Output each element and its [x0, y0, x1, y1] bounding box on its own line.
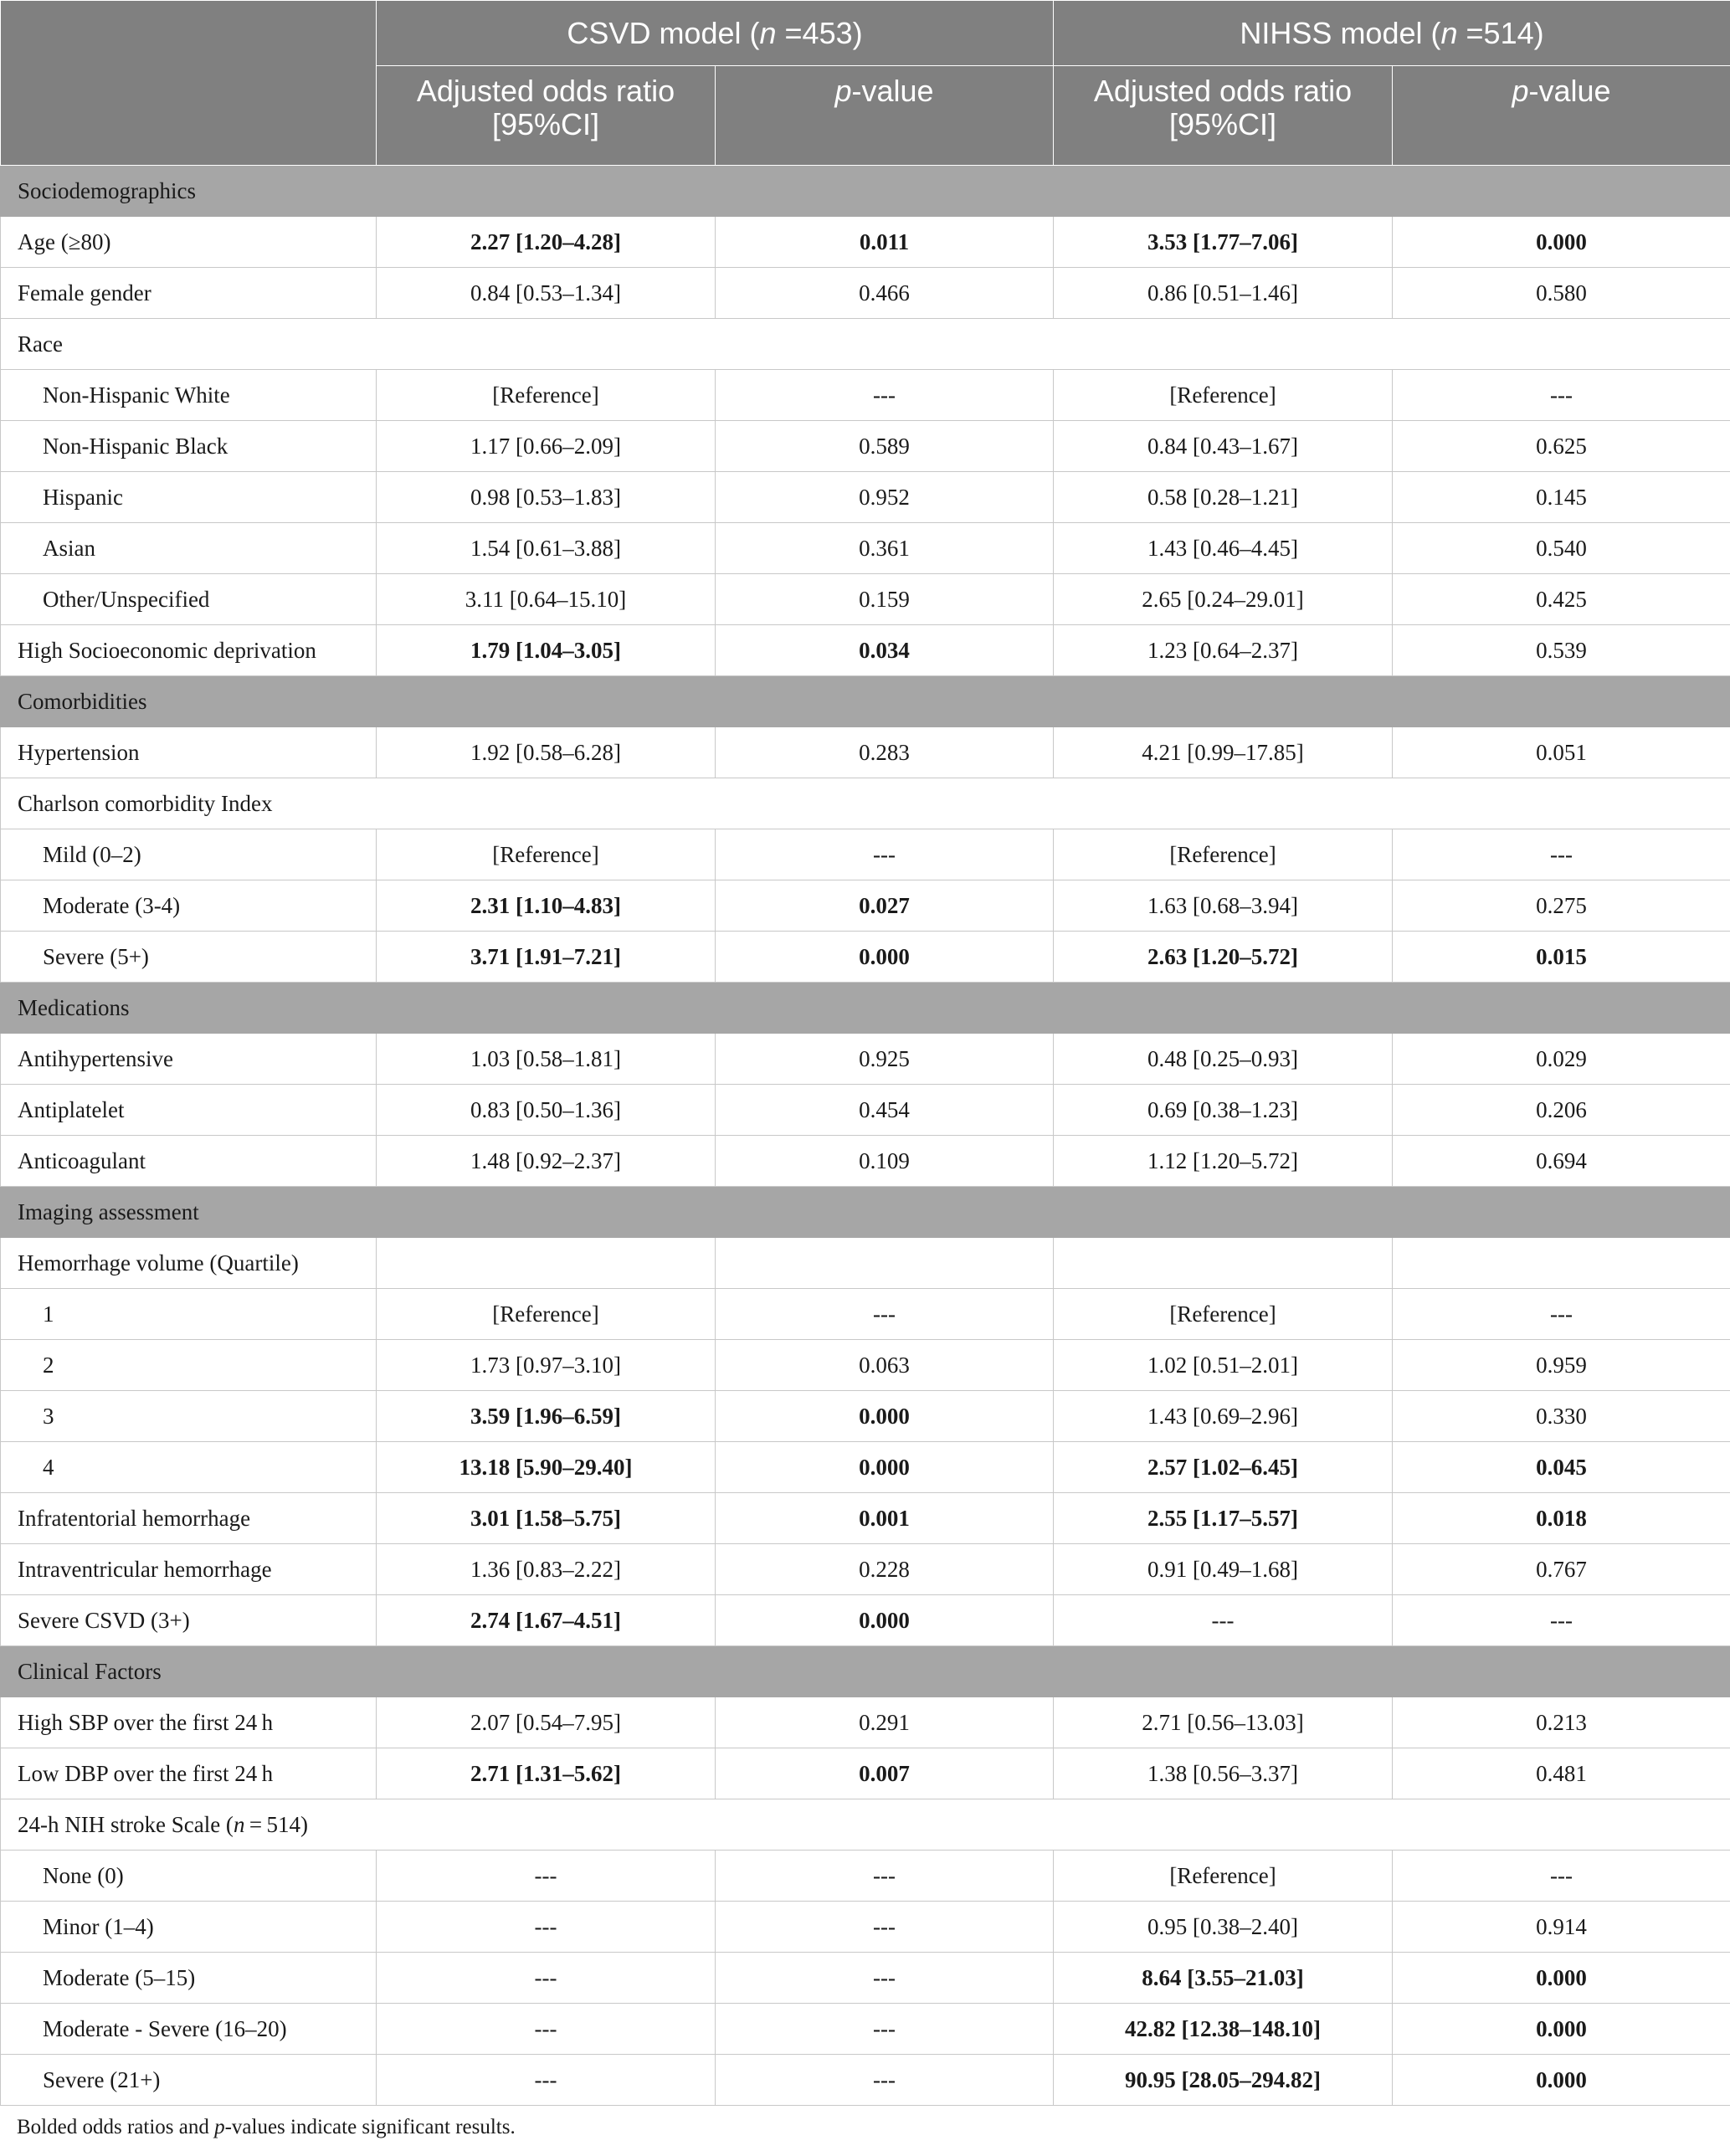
csvd-p-value: --- — [716, 1851, 1054, 1902]
nihss-p-value: --- — [1393, 829, 1730, 880]
table-row — [1, 1902, 1730, 1953]
csvd-p-value: 0.454 — [716, 1085, 1054, 1136]
nihss-p-value: 0.767 — [1393, 1544, 1730, 1595]
header-nihss-model — [1054, 1, 1730, 66]
nihss-odds-ratio: 2.71 [0.56–13.03] — [1054, 1697, 1393, 1748]
row-label: 3 — [1, 1391, 377, 1442]
row-label: Non-Hispanic White — [1, 370, 377, 421]
row-label: Infratentorial hemorrhage — [1, 1493, 377, 1544]
nihss-odds-ratio: 0.48 [0.25–0.93] — [1054, 1034, 1393, 1085]
csvd-odds-ratio: 1.92 [0.58–6.28] — [377, 727, 716, 778]
nihss-odds-ratio: 3.53 [1.77–7.06] — [1054, 217, 1393, 268]
csvd-odds-ratio: [Reference] — [377, 370, 716, 421]
table-row — [1, 268, 1730, 319]
table-row — [1, 829, 1730, 880]
row-label: Moderate (5–15) — [1, 1953, 377, 2004]
section-title: Medications — [1, 983, 1730, 1034]
nihss-odds-ratio: 0.84 [0.43–1.67] — [1054, 421, 1393, 472]
csvd-p-value: --- — [716, 1289, 1054, 1340]
csvd-p-value: 0.159 — [716, 574, 1054, 625]
csvd-p-value: 0.466 — [716, 268, 1054, 319]
csvd-p-value: 0.011 — [716, 217, 1054, 268]
nihss-odds-ratio: [Reference] — [1054, 829, 1393, 880]
nihss-odds-ratio: 1.43 [0.46–4.45] — [1054, 523, 1393, 574]
table-row — [1, 1391, 1730, 1442]
nihss-odds-ratio: 42.82 [12.38–148.10] — [1054, 2004, 1393, 2055]
csvd-p-value: 0.034 — [716, 625, 1054, 676]
nihss-odds-ratio: 1.12 [1.20–5.72] — [1054, 1136, 1393, 1187]
nihss-group-label: NIHSS model ( — [1240, 15, 1441, 50]
row-label: Moderate - Severe (16–20) — [1, 2004, 377, 2055]
nihss-p-value: 0.540 — [1393, 523, 1730, 574]
row-label: Female gender — [1, 268, 377, 319]
csvd-odds-ratio: 0.84 [0.53–1.34] — [377, 268, 716, 319]
csvd-p-suffix: -value — [851, 74, 934, 108]
nihss-p-value: 0.145 — [1393, 472, 1730, 523]
table-row — [1, 880, 1730, 932]
row-label: 4 — [1, 1442, 377, 1493]
nihss-odds-ratio: 0.86 [0.51–1.46] — [1054, 268, 1393, 319]
row-label: Age (≥80) — [1, 217, 377, 268]
nihss-n-label: n — [1440, 15, 1458, 50]
table-row — [1, 1799, 1730, 1851]
row-label: Hispanic — [1, 472, 377, 523]
csvd-p-value: --- — [716, 1902, 1054, 1953]
table-row — [1, 217, 1730, 268]
table-row — [1, 1697, 1730, 1748]
csvd-odds-ratio: [Reference] — [377, 1289, 716, 1340]
table-row — [1, 472, 1730, 523]
nihss-p-value: --- — [1393, 1595, 1730, 1646]
csvd-odds-ratio: --- — [377, 2055, 716, 2106]
csvd-odds-ratio: 3.71 [1.91–7.21] — [377, 932, 716, 983]
row-label: 2 — [1, 1340, 377, 1391]
nihss-odds-ratio: [Reference] — [1054, 1851, 1393, 1902]
table-row — [1, 1595, 1730, 1646]
nihss-odds-ratio: 0.95 [0.38–2.40] — [1054, 1902, 1393, 1953]
table-row — [1, 1289, 1730, 1340]
csvd-odds-ratio: 2.31 [1.10–4.83] — [377, 880, 716, 932]
table-row — [1, 1953, 1730, 2004]
csvd-odds-ratio: 13.18 [5.90–29.40] — [377, 1442, 716, 1493]
table-row — [1, 1136, 1730, 1187]
table-row — [1, 1544, 1730, 1595]
csvd-p-value: --- — [716, 829, 1054, 880]
nihss-p-value: 0.275 — [1393, 880, 1730, 932]
table-row — [1, 1748, 1730, 1799]
nihss-odds-ratio: 2.63 [1.20–5.72] — [1054, 932, 1393, 983]
nihss-odds-ratio: 2.57 [1.02–6.45] — [1054, 1442, 1393, 1493]
nihss-p-value: 0.425 — [1393, 574, 1730, 625]
row-label: Asian — [1, 523, 377, 574]
table-row — [1, 1442, 1730, 1493]
header-csvd-pvalue — [716, 66, 1054, 166]
nihss-p-value: 0.330 — [1393, 1391, 1730, 1442]
csvd-p-value: 0.361 — [716, 523, 1054, 574]
row-label: Antihypertensive — [1, 1034, 377, 1085]
nihss-odds-ratio — [1054, 1238, 1393, 1289]
row-label: Charlson comorbidity Index — [1, 778, 1730, 829]
nihss-odds-ratio: 0.69 [0.38–1.23] — [1054, 1085, 1393, 1136]
csvd-group-label: CSVD model ( — [567, 15, 760, 50]
nihss-p-value: 0.580 — [1393, 268, 1730, 319]
row-label: Non-Hispanic Black — [1, 421, 377, 472]
nihss-odds-ratio: 2.65 [0.24–29.01] — [1054, 574, 1393, 625]
csvd-odds-ratio: 2.74 [1.67–4.51] — [377, 1595, 716, 1646]
section-header-row — [1, 676, 1730, 727]
row-label: Severe (5+) — [1, 932, 377, 983]
row-label-tail: = 514) — [244, 1812, 308, 1837]
csvd-odds-ratio: 2.71 [1.31–5.62] — [377, 1748, 716, 1799]
table-row — [1, 319, 1730, 370]
csvd-odds-ratio: 0.98 [0.53–1.83] — [377, 472, 716, 523]
row-label: None (0) — [1, 1851, 377, 1902]
section-title: Sociodemographics — [1, 166, 1730, 217]
section-title: Imaging assessment — [1, 1187, 1730, 1238]
csvd-p-value — [716, 1238, 1054, 1289]
row-label: Anticoagulant — [1, 1136, 377, 1187]
header-nihss-aor: Adjusted odds ratio [95%CI] — [1054, 66, 1393, 166]
table-row — [1, 2055, 1730, 2106]
row-label: Intraventricular hemorrhage — [1, 1544, 377, 1595]
row-label: Severe CSVD (3+) — [1, 1595, 377, 1646]
nihss-p-value: 0.000 — [1393, 217, 1730, 268]
table-header — [1, 1, 1730, 166]
csvd-n-label: n — [759, 15, 777, 50]
nihss-odds-ratio: --- — [1054, 1595, 1393, 1646]
csvd-odds-ratio: --- — [377, 1851, 716, 1902]
table-row — [1, 2004, 1730, 2055]
table-row — [1, 421, 1730, 472]
nihss-p-value: 0.015 — [1393, 932, 1730, 983]
nihss-p-value: 0.000 — [1393, 2004, 1730, 2055]
row-label: High SBP over the first 24 h — [1, 1697, 377, 1748]
nihss-p-value: 0.206 — [1393, 1085, 1730, 1136]
nihss-p-value: 0.051 — [1393, 727, 1730, 778]
table-row — [1, 1493, 1730, 1544]
nihss-p-prefix: p — [1512, 74, 1529, 108]
csvd-odds-ratio — [377, 1238, 716, 1289]
nihss-p-value: 0.000 — [1393, 1953, 1730, 2004]
section-title: Comorbidities — [1, 676, 1730, 727]
csvd-p-value: 0.063 — [716, 1340, 1054, 1391]
nihss-odds-ratio: 1.23 [0.64–2.37] — [1054, 625, 1393, 676]
nihss-odds-ratio: 1.43 [0.69–2.96] — [1054, 1391, 1393, 1442]
csvd-odds-ratio: 3.59 [1.96–6.59] — [377, 1391, 716, 1442]
nihss-p-suffix: -value — [1528, 74, 1611, 108]
nihss-p-value: 0.213 — [1393, 1697, 1730, 1748]
nihss-odds-ratio: 0.58 [0.28–1.21] — [1054, 472, 1393, 523]
row-label: Moderate (3-4) — [1, 880, 377, 932]
csvd-odds-ratio: 1.17 [0.66–2.09] — [377, 421, 716, 472]
csvd-p-value: 0.000 — [716, 1595, 1054, 1646]
table-body — [1, 166, 1730, 2106]
nihss-odds-ratio: 2.55 [1.17–5.57] — [1054, 1493, 1393, 1544]
header-csvd-model — [377, 1, 1054, 66]
row-label: Severe (21+) — [1, 2055, 377, 2106]
section-header-row — [1, 1187, 1730, 1238]
nihss-odds-ratio: 4.21 [0.99–17.85] — [1054, 727, 1393, 778]
row-label: Other/Unspecified — [1, 574, 377, 625]
nihss-p-value: 0.694 — [1393, 1136, 1730, 1187]
nihss-p-value: 0.539 — [1393, 625, 1730, 676]
row-label: Hemorrhage volume (Quartile) — [1, 1238, 377, 1289]
csvd-odds-ratio: [Reference] — [377, 829, 716, 880]
table-row — [1, 625, 1730, 676]
nihss-p-value: 0.029 — [1393, 1034, 1730, 1085]
table-row — [1, 1238, 1730, 1289]
row-label: Low DBP over the first 24 h — [1, 1748, 377, 1799]
csvd-p-value: 0.000 — [716, 932, 1054, 983]
table-row — [1, 1085, 1730, 1136]
csvd-p-value: 0.291 — [716, 1697, 1054, 1748]
nihss-odds-ratio: 1.63 [0.68–3.94] — [1054, 880, 1393, 932]
csvd-odds-ratio: 1.03 [0.58–1.81] — [377, 1034, 716, 1085]
nihss-p-value: --- — [1393, 1289, 1730, 1340]
csvd-p-value: 0.228 — [716, 1544, 1054, 1595]
nihss-p-value: 0.481 — [1393, 1748, 1730, 1799]
csvd-odds-ratio: --- — [377, 1953, 716, 2004]
row-label-text: 24-h NIH stroke Scale ( — [18, 1812, 234, 1837]
nihss-p-value: 0.000 — [1393, 2055, 1730, 2106]
csvd-p-value: --- — [716, 2055, 1054, 2106]
table-row — [1, 1034, 1730, 1085]
csvd-p-value: 0.000 — [716, 1442, 1054, 1493]
nihss-odds-ratio: 1.38 [0.56–3.37] — [1054, 1748, 1393, 1799]
nihss-odds-ratio: 8.64 [3.55–21.03] — [1054, 1953, 1393, 2004]
csvd-odds-ratio: 1.36 [0.83–2.22] — [377, 1544, 716, 1595]
csvd-p-value: --- — [716, 2004, 1054, 2055]
table-row — [1, 778, 1730, 829]
nihss-p-value: 0.959 — [1393, 1340, 1730, 1391]
row-label: Hypertension — [1, 727, 377, 778]
csvd-p-value: 0.283 — [716, 727, 1054, 778]
csvd-n-value: =453) — [776, 15, 863, 50]
section-header-row — [1, 166, 1730, 217]
nihss-p-value: --- — [1393, 370, 1730, 421]
nihss-p-value: 0.045 — [1393, 1442, 1730, 1493]
row-label: High Socioeconomic deprivation — [1, 625, 377, 676]
csvd-p-value: 0.007 — [716, 1748, 1054, 1799]
header-blank — [1, 1, 377, 166]
table-row — [1, 727, 1730, 778]
csvd-p-value: 0.109 — [716, 1136, 1054, 1187]
csvd-odds-ratio: 0.83 [0.50–1.36] — [377, 1085, 716, 1136]
section-header-row — [1, 983, 1730, 1034]
row-label: 1 — [1, 1289, 377, 1340]
row-label: Antiplatelet — [1, 1085, 377, 1136]
csvd-p-value: 0.001 — [716, 1493, 1054, 1544]
header-nihss-pvalue — [1393, 66, 1730, 166]
nihss-odds-ratio: [Reference] — [1054, 1289, 1393, 1340]
csvd-odds-ratio: 1.54 [0.61–3.88] — [377, 523, 716, 574]
csvd-p-value: --- — [716, 370, 1054, 421]
nihss-p-value: --- — [1393, 1851, 1730, 1902]
csvd-odds-ratio: 1.79 [1.04–3.05] — [377, 625, 716, 676]
row-label — [1, 1799, 1730, 1851]
row-label: Minor (1–4) — [1, 1902, 377, 1953]
nihss-p-value: 0.018 — [1393, 1493, 1730, 1544]
csvd-p-value: 0.589 — [716, 421, 1054, 472]
row-label: Mild (0–2) — [1, 829, 377, 880]
csvd-p-value: --- — [716, 1953, 1054, 2004]
csvd-p-prefix: p — [834, 74, 852, 108]
nihss-p-value — [1393, 1238, 1730, 1289]
nihss-odds-ratio: 90.95 [28.05–294.82] — [1054, 2055, 1393, 2106]
nihss-odds-ratio: 0.91 [0.49–1.68] — [1054, 1544, 1393, 1595]
footnote-pre: Bolded odds ratios and — [17, 2116, 215, 2138]
nihss-odds-ratio: 1.02 [0.51–2.01] — [1054, 1340, 1393, 1391]
csvd-p-value: 0.027 — [716, 880, 1054, 932]
nihss-p-value: 0.625 — [1393, 421, 1730, 472]
row-label: Race — [1, 319, 1730, 370]
csvd-odds-ratio: 2.07 [0.54–7.95] — [377, 1697, 716, 1748]
csvd-p-value: 0.952 — [716, 472, 1054, 523]
row-label-italic: n — [233, 1812, 245, 1837]
csvd-p-value: 0.925 — [716, 1034, 1054, 1085]
nihss-n-value: =514) — [1457, 15, 1544, 50]
nihss-p-value: 0.914 — [1393, 1902, 1730, 1953]
csvd-odds-ratio: --- — [377, 1902, 716, 1953]
csvd-odds-ratio: 2.27 [1.20–4.28] — [377, 217, 716, 268]
footnote-italic: p — [214, 2116, 225, 2138]
nihss-odds-ratio: [Reference] — [1054, 370, 1393, 421]
csvd-odds-ratio: 1.73 [0.97–3.10] — [377, 1340, 716, 1391]
section-title: Clinical Factors — [1, 1646, 1730, 1697]
csvd-p-value: 0.000 — [716, 1391, 1054, 1442]
csvd-odds-ratio: 3.11 [0.64–15.10] — [377, 574, 716, 625]
csvd-odds-ratio: 3.01 [1.58–5.75] — [377, 1493, 716, 1544]
table-row — [1, 370, 1730, 421]
table-row — [1, 932, 1730, 983]
table-row — [1, 574, 1730, 625]
csvd-odds-ratio: 1.48 [0.92–2.37] — [377, 1136, 716, 1187]
section-header-row — [1, 1646, 1730, 1697]
footnote-post: -values indicate significant results. — [224, 2116, 516, 2138]
header-row-groups — [1, 1, 1730, 66]
table-footnote — [17, 2116, 516, 2139]
table-row — [1, 523, 1730, 574]
header-csvd-aor: Adjusted odds ratio [95%CI] — [377, 66, 716, 166]
table-row — [1, 1851, 1730, 1902]
table-row — [1, 1340, 1730, 1391]
csvd-odds-ratio: --- — [377, 2004, 716, 2055]
